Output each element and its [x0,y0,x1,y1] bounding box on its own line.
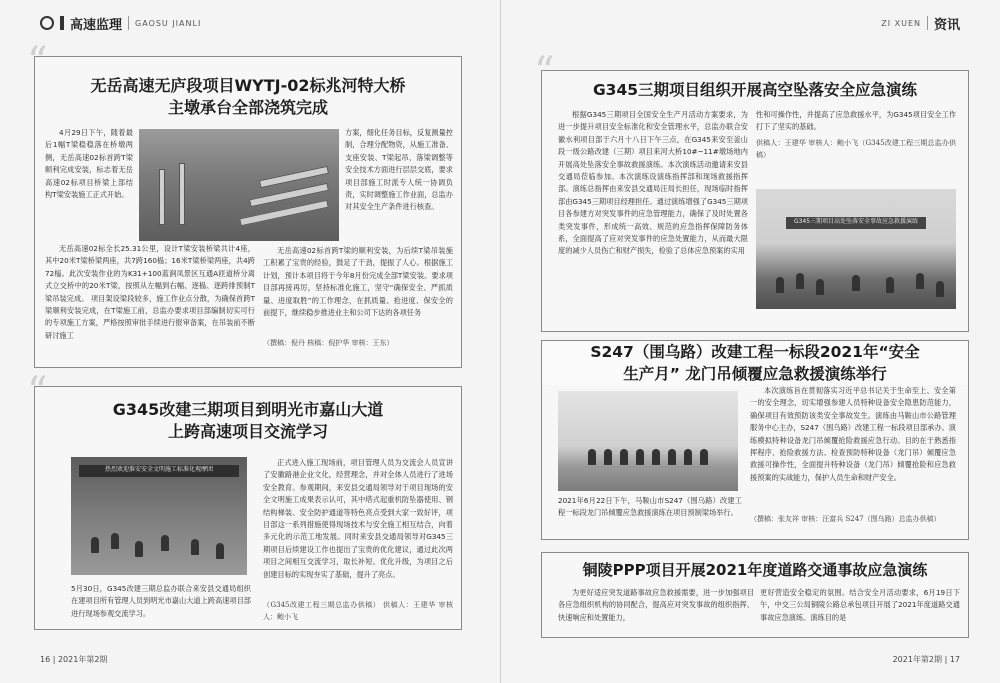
article-credit: （撰稿：倪丹 核稿：倪护华 审核：王东） [263,339,394,347]
article-title: G345三期项目组织开展高空坠落安全应急演练 [592,81,918,99]
issue-label: 2021年第2期 [892,655,943,664]
photo-caption: 5月30日，G345改建三期总监办联合来安县交通局组织在建项目所有管理人员到明光市嘉山大道上跨高速项目部进行现场参观交流学习。 [71,584,251,618]
article-col2-para1: 方案，细化任务目标，反复测量控制，合理分配物资，从施工准备、支座安装、T梁起吊、落梁调整等安全技术方面进行层层交底，要求项目部施工时派专人统一协调负责，实时调整施工作业面，总监办对其安全生产条件进行核查。 [345,128,453,212]
article-body: 本次演练旨在贯彻落实习近平总书记关于生命至上、安全第一的安全理念，切实增强参建人员特种设备安全隐患防范能力，确保项目有效预防该类安全事故发生。演练由马鞍山市公路管理服务中心主办，S247（围乌路）改建工程一标段项目部承办。演练模拟特种设备龙门吊倾覆抢险救援应急行动。目的在于熟悉指挥程序、抢险救援方法、检查预防特种设备（龙门吊）倾覆应急救援可操作性，全面提升特种设备（龙门吊）倾覆抢险和应急救援预案的实战能力，保护人员生命和财产安全。 [750,386,956,482]
right-footer: 2021年第2期 | 17 [892,655,960,664]
article-title-line1: G345改建三期项目到明光市嘉山大道 [112,400,384,419]
header-en: GAOSU JIANLI [135,18,202,28]
page-number: 17 [949,655,960,664]
article-col2-para2: 无岳高速02标首跨T梁的顺利安装，为后续T梁吊装施工积累了宝贵的经验，鼓足了干劲，提振了人心。根据施工计划，预计本项目将于今年8月份完成全部T梁安装。要求项目部再接再厉，坚持标准化施工，坚守“确保安全、严抓质量、进度取胜”的工作理念，在抓质量、抢进度、保安全的前提下，继续稳步推进业主和公司下达的各项任务 [263,246,453,318]
article-traffic-drill [541,552,969,638]
article-title-line2: 主墩承台全部浇筑完成 [167,98,328,117]
meeting-photo [71,457,247,575]
article-title-line2: 上跨高速项目交流学习 [167,422,328,441]
article-title: 铜陵PPP项目开展2021年度道路交通事故应急演练 [582,561,928,579]
article-col1: 为更好适应突发道路事故应急救援需要，进一步加强项目各应急组织机构的协同配合，提高应对突发事故的组织指挥、快速响应和处置能力， [558,588,754,622]
article-credit: （撰稿：张友祥 审核：汪富兵 S247（围乌路）总监办供稿） [750,515,941,523]
article-crane-drill [541,340,969,540]
article-credit: 供稿人：王建华 审核人：鲍小飞（G345改建工程三期总监办供稿） [756,139,956,160]
header-title: 高速监理 [70,17,123,33]
article-para1: 4月29日下午，随着最后1幅T梁稳稳落在桥墩两侧，无岳高速02标首跨T梁顺利完成安装，标志着无岳高速02标项目桥梁上部结构T梁安装施工正式开始。 [45,128,133,200]
header-en: ZI XUEN [881,18,921,28]
article-fall-drill: “ G345三期项目组织开展高空坠落安全应急演练 根据G345三期项目全国安全生产月活动方案要求，为进一步提升项目安全标准化和安全管理水平，总监办联合安徽水利项目部于六月十八日下午三点，在G345来安至釜山段一级公路改建（三期）项目来河大桥10#~11#墩场地内开展高处坠落安全事故救援演练。本次演练活动邀请来安县交通局莅临参加。本次演练设演练指挥部和现场救援指挥部。演练总指挥由来安县交通局汪局长担任，现场临时指挥部由G345三期项目经理担任。通过演练增强了G345三期项目各参建方对突发事件的应急管理能力，确保了及时处置各类突发事件，形成统一高效、规范的应急指挥保障防务体系，全面提高了应对突发事件的应急处置能力，从而最大限度的减少人员伤亡和财产损失，检验了总体应急预案的实用 性和可操作性，并提高了应急救援水平，为G345项目安全工作打下了坚实的基础。 供稿人：王建华 审核人：鲍小飞（G345改建工程三期总监办供稿） G345三期项目高处坠落安全事故应急救援演练 [541,70,969,332]
page-number: 16 [40,655,51,664]
article-title-line2: 生产月” 龙门吊倾覆应急救援演练举行 [623,365,887,383]
crane-drill-photo [558,391,738,491]
left-header [40,10,201,36]
article-para2: 无岳高速02标全长25.31公里，设计T梁安装桥梁共计4座，其中20米T梁桥梁两座，共7跨160榀；16米T梁桥梁两座，共4跨72榀。此次安装作业的为K31+100蓝涧凤景区互通A匝道桥分离式立交桥中的20米T梁，按照从左幅到右幅、逐榀、逐跨排预制T梁吊装完成。 [45,244,255,303]
article-body: 正式进入施工现场前，项目管理人员为交流会人员宣讲了安徽路港企业文化，经营理念，并对全体人员进行了进场安全教育。参观期间，来安县交通局领导对于项目现场的安全文明施工成果表示认可，其中塔式起重机防坠器使用、钢结构梯装、安全防护通道等特色亮点受到大家一致好评，项目部这一系列措施使得现场技术与安全施工相互结合，向着多元化的示范工地发展。同时来安县交通局领导对G345三期项目后续建设工作也提出了宝贵的优化建议，通过此次两项目之间相互交流学习，取长补短、优化升级，为项目之后创建目标的实现夯实了基础，提升了亮点。 [263,458,453,579]
article-bridge: “ 无岳高速无庐段项目WYTJ-02标兆河特大桥 主墩承台全部浇筑完成 4月29日下午，随着最后1幅T梁稳稳落在桥墩两侧，无岳高速02标首跨T梁顺利完成安装，标志着无岳高速02标项目桥梁上部结构T梁安装施工正式开始。 无岳高速02标全长25.31公里，设计T梁安装桥梁共计4座，其中20米T梁桥梁两座，共7跨160榀；16米T梁桥梁两座，共4跨72榀。此次安装作业的为K31+100蓝涧凤景区互通A匝道桥分离式立交桥中的20米T梁，按照从左幅到右幅、逐榀、逐跨排预制T梁吊装完成。 项目架设梁段较多，施工作业点分散，为确保首跨T梁顺利安装完成，在T梁施工前，总监办要求项目部编制切实可行的专项施工方案，严格按照审批手续进行报审备案，在吊装前不断研讨施工 方案，细化任务目标，反复测量控制，合理分配物资，从施工准备、支座安装、T梁起吊、落梁调整等安全技术方面进行层层交底，要求项目部施工时派专人统一协调负责，实时调整施工作业面，总监办对其安全生产条件进行核查。 无岳高速02标首跨T梁的顺利安装，为后续T梁吊装施工积累了宝贵的经验，鼓足了干劲，提振了人心。根据施工计划，预计本项目将于今年8月份完成全部T梁安装。要求项目部再接再厉，坚持标准化施工，坚守“确保安全、严抓质量、进度取胜”的工作理念，在抓质量、抢进度、保安全的前提下，继续稳步推进业主和公司下达的各项任务 （撰稿：倪丹 核稿：倪护华 审核：王东） [34,56,462,368]
photo-banner: G345三期项目高处坠落安全事故应急救援演练 [786,217,926,229]
article-col2: 更好营造安全稳定的氛围。结合安全月活动要求，6月19日下午，中交三公局铜陵公路总承包项目开展了2021年度道路交通事故应急演练。演练目的是 [760,588,960,622]
article-study: “ G345改建三期项目到明光市嘉山大道 上跨高速项目交流学习 热烈欢迎淮安安全文明施工标准化观摩团 5月30日，G345改建三期总监办联合来安县交通局组织在建项目所有管理人员到明光市嘉山大道上跨高速项目部进行现场参观交流学习。 正式进入施工现场前，项目管理人员为交流会人员宣讲了安徽路港企业文化，经营理念，并对全体人员进行了进场安全教育。参观期间，来安县交通局领导对于项目现场的安全文明施工成果表示认可，其中塔式起重机防坠器使用、钢结构梯装、安全防护通道等特色亮点受到大家一致好评，项目部这一系列措施使得现场技术与安全施工相互结合，向着多元化的示范工地发展。同时来安县交通局领导对G345三期项目后续建设工作也提出了宝贵的优化建议，通过此次两项目之间相互交流学习，取长补短、优化升级，为项目之后创建目标的实现夯实了基础，提升了亮点。 （G345改建工程三期总监办供稿） 供稿人：王建华 审核人：鲍小飞 [34,386,462,630]
construction-photo [139,129,339,241]
left-footer: 16 | 2021年第2期 [40,655,108,664]
article-title-line1: S247（围乌路）改建工程一标段2021年“安全 [590,343,920,361]
article-col2: 性和可操作性，并提高了应急救援水平，为G345项目安全工作打下了坚实的基础。 [756,110,956,132]
right-page [500,0,1000,683]
header-divider [60,16,64,30]
photo-banner: 热烈欢迎淮安安全文明施工标准化观摩团 [79,465,239,477]
article-title-line1: 无岳高速无庐段项目WYTJ-02标兆河特大桥 [90,76,406,95]
logo-icon [40,16,54,30]
drill-photo [756,189,956,309]
right-header [881,10,960,36]
article-col1: 根据G345三期项目全国安全生产月活动方案要求，为进一步提升项目安全标准化和安全管理水平，总监办联合安徽水利项目部于六月十八日下午三点，在G345来安至釜山段一级公路改建（三期）项目来河大桥10#~11#墩场地内开展高处坠落安全事故救援演练。本次演练活动邀请来安县交通局莅临参加。本次演练设演练指挥部和现场救援指挥部。演练总指挥由来安县交通局汪局长担任，现场临时指挥部由G345三期项目经理担任。通过演练增强了G345三期项目各参建方对突发事件的应急管理能力，确保了及时处置各类突发事件，形成统一高效、规范的应急指挥保障防务体系，全面提高了应对突发事件的应急处置能力，从而最大限度的减少人员伤亡和财产损失，检验了总体应急预案的实用 [558,110,748,256]
article-credit: （G345改建工程三期总监办供稿） 供稿人：王建华 审核人：鲍小飞 [263,601,453,622]
article-para3: 项目架设梁段较多，施工作业点分散，为确保首跨T梁顺利安装完成，在T梁施工前，总监办要求项目部编制切实可行的专项施工方案，严格按照审批手续进行报审备案，在吊装前不断研讨施工 [45,293,255,340]
photo-caption: 2021年6月22日下午，马鞍山市S247（围乌路）改建工程一标段龙门吊倾覆应急救援演练在项目预制梁场举行。 [558,496,742,518]
header-title: 资讯 [933,17,960,33]
issue-label: 2021年第2期 [57,655,108,664]
